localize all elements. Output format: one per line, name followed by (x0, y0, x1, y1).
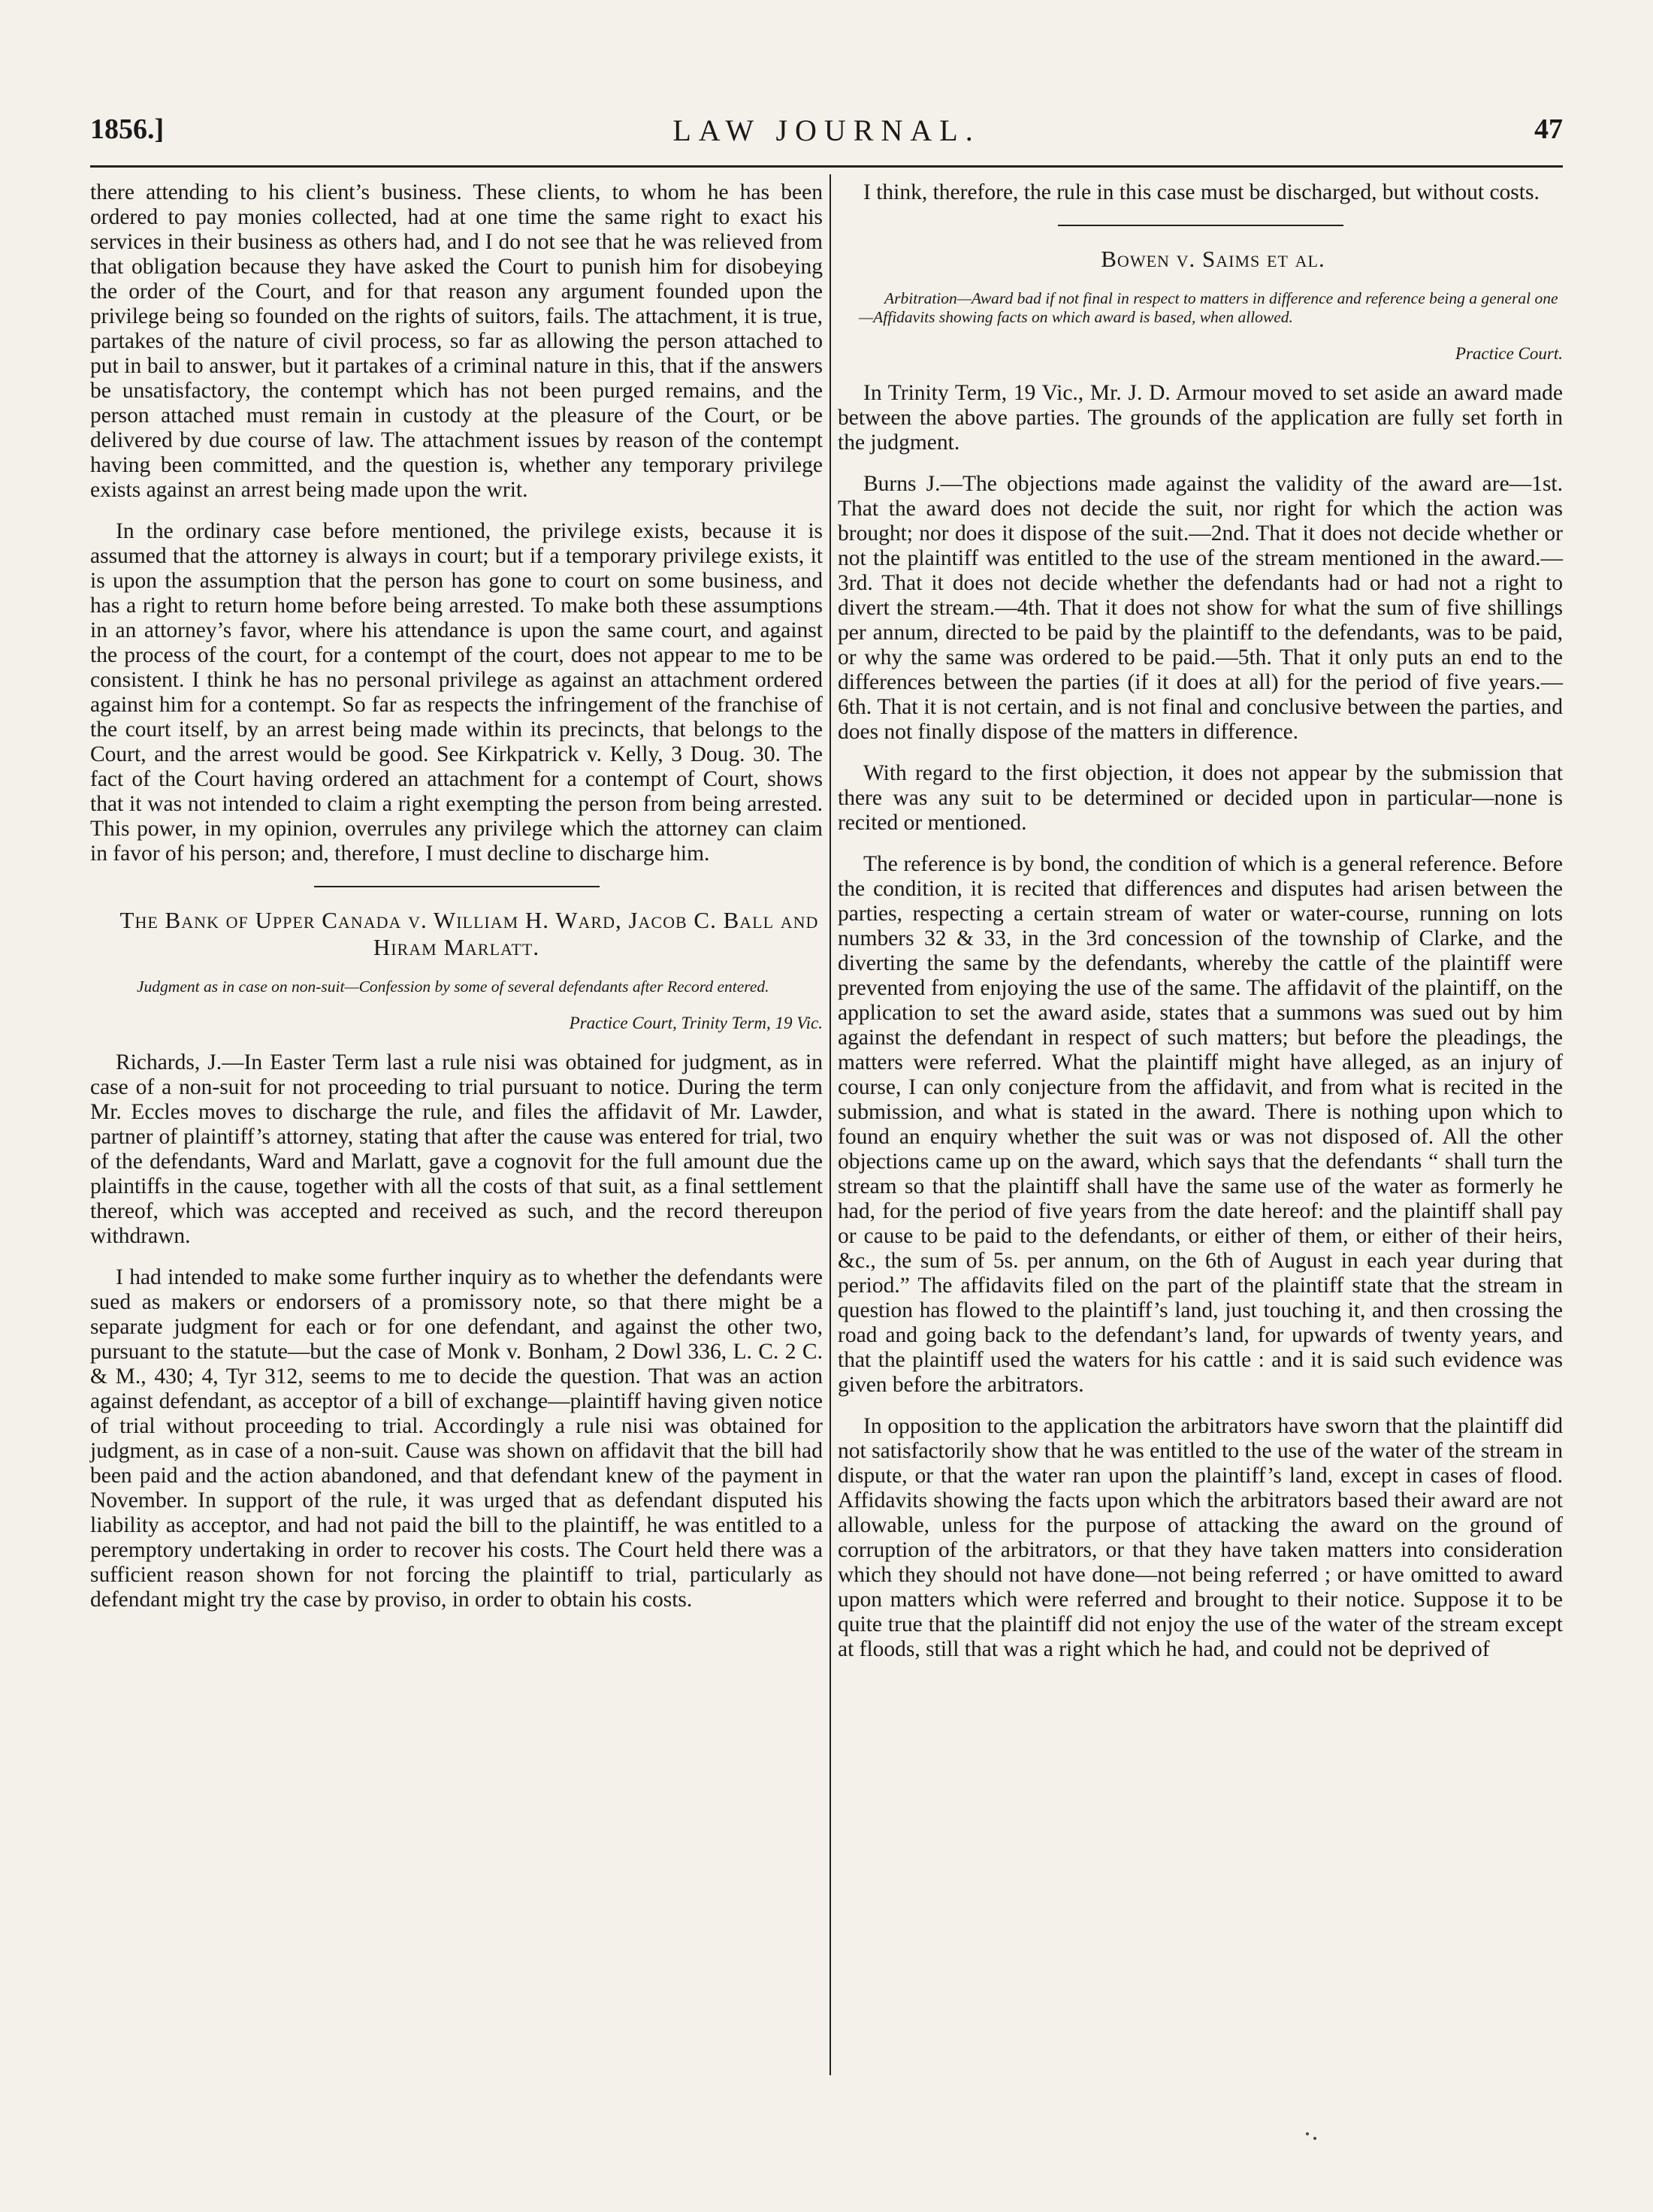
right-column (838, 180, 1563, 1679)
left-paragraph: there attending to his client’s business. These clients, to whom he has been ordered to pay monies collected, had at one time the same right to exact his services in their business as others had, and I do not see that he was relieved from that obligation because they have asked the Court to punish him for disobeying the order of the Court, and for that reason any argument founded upon the privilege being so founded on the rights of suitors, fails. The attachment, it is true, partakes of the nature of civil process, so far as allowing the person attached to put in bail to answer, but it partakes of a criminal nature in this, that if the answers be unsatisfactory, the contempt which has not been purged remains, and the person attached must remain in custody at the pleasure of the Court, or be delivered by due course of law. The attachment issues by reason of the contempt having been committed, and the question is, whether any temporary privilege exists against an arrest being made upon the writ. (90, 180, 823, 502)
case-headnote: Judgment as in case on non-suit—Confession by some of several defendants after Record entered. (137, 978, 769, 996)
judgment-paragraph: Burns J.—The objections made against the validity of the award are—1st. That the award does not decide the suit, nor right for which the action was brought; nor does it dispose of the suit.—2nd. That it does not decide whether or not the plaintiff was entitled to the use of the stream mentioned in the award.—3rd. That it does not decide whether the defendants had or had not a right to divert the stream.—4th. That it does not show for what the sum of five shillings per annum, directed to be paid by the plaintiff to the defendants, was to be paid, or why the same was ordered to be paid.—5th. That it only puts an end to the differences between the parties (if it does at all) for the period of five years.—6th. That it is not certain, and is not final and conclusive between the parties, and does not finally dispose of the matters in difference. (838, 472, 1563, 744)
journal-title: LAW JOURNAL. (672, 113, 981, 147)
judgment-paragraph: With regard to the first objection, it does not appear by the submission that there was any suit to be determined or decided upon in particular—none is recited or mentioned. (838, 761, 1563, 835)
left-column (90, 180, 823, 1629)
header-rule (90, 165, 1563, 168)
case-title: The Bank of Upper Canada v. William H. Ward, Jacob C. Ball and Hiram Marlatt. (119, 907, 819, 960)
page-header (90, 113, 1563, 158)
court-name: Practice Court. (1455, 344, 1563, 363)
judgment-paragraph: In Trinity Term, 19 Vic., Mr. J. D. Armour moved to set aside an award made between the above parties. The grounds of the application are fully set forth in the judgment. (838, 381, 1563, 455)
judgment-paragraph: I had intended to make some further inquiry as to whether the defendants were sued as makers or endorsers of a promissory note, so that there might be a separate judgment for each or for one defendant, and against the other two, pursuant to the statute—but the case of Monk v. Bonham, 2 Dowl 336, L. C. 2 C. & M., 430; 4, Tyr 312, seems to me to decide the question. That was an action against defendant, as acceptor of a bill of exchange—plaintiff having given notice of trial without proceeding to trial. Accordingly a rule nisi was obtained for judgment, as in case of a non-suit. Cause was shown on affidavit that the bill had been paid and the action abandoned, and that defendant knew of the payment in November. In support of the rule, it was urged that as defendant disputed his liability as acceptor, and had not paid the bill to the plaintiff, he was entitled to a peremptory undertaking in order to recover his costs. The Court held there was a sufficient reason shown for not forcing the plaintiff to trial, particularly as defendant might try the case by proviso, in order to obtain his costs. (90, 1265, 823, 1612)
judgment-paragraph: In opposition to the application the arbitrators have sworn that the plaintiff did not satisfactorily show that he was entitled to the use of the water of the stream in dispute, or that the water ran upon the plaintiff’s land, except in cases of flood. Affidavits showing the facts upon which the arbitrators based their award are not allowable, unless for the purpose of attacking the award on the ground of corruption of the arbitrators, or that they have taken matters into consideration which they should not have done—not being referred ; or have omitted to award upon matters which were referred and brought to their notice. Suppose it to be quite true that the plaintiff did not enjoy the use of the water of the stream except at floods, still that was a right which he had, and could not be deprived of (838, 1414, 1563, 1661)
case-headnote: Arbitration—Award bad if not final in respect to matters in difference and reference being a general one—Affidavits showing facts on which award is based, when allowed. (859, 289, 1558, 326)
right-paragraph: I think, therefore, the rule in this case must be discharged, but without costs. (863, 180, 1540, 204)
judgment-paragraph: Richards, J.—In Easter Term last a rule nisi was obtained for judgment, as in case of a non-suit for not proceeding to trial pursuant to notice. During the term Mr. Eccles moves to discharge the rule, and files the affidavit of Mr. Lawder, partner of plaintiff’s attorney, stating that after the cause was entered for trial, two of the defendants, Ward and Marlatt, gave a cognovit for the full amount due the plaintiffs in the cause, together with all the costs of that suit, as a final settlement thereof, which was accepted and received as such, and the record thereupon withdrawn. (90, 1050, 823, 1248)
left-paragraph: In the ordinary case before mentioned, the privilege exists, because it is assumed that the attorney is always in court; but if a temporary privilege exists, it is upon the assumption that the person has gone to court on some business, and has a right to return home before being arrested. To make both these assumptions in an attorney’s favor, where his attendance is upon the same court, and against the process of the court, for a contempt of the court, does not appear to me to be consistent. I think he has no personal privilege as against an attachment ordered against him for a contempt. So far as respects the infringement of the franchise of the court itself, by an arrest being made within its precincts, that belongs to the Court, and the arrest would be good. See Kirkpatrick v. Kelly, 3 Doug. 30. The fact of the Court having ordered an attachment for a contempt of Court, shows that it was not intended to claim a right exempting the person from being arrested. This power, in my opinion, overrules any privilege which the attorney can claim in favor of his person; and, therefore, I must decline to discharge him. (90, 519, 823, 866)
court-name: Practice Court, Trinity Term, 19 Vic. (569, 1014, 823, 1032)
column-divider (830, 174, 831, 2075)
judgment-paragraph: The reference is by bond, the condition of which is a general reference. Before the condition, it is recited that differences and disputes had arisen between the parties, respecting a certain stream of water or water-course, running on lots numbers 32 & 33, in the 3rd concession of the township of Clarke, and the diverting the same by the defendants, whereby the cattle of the plaintiff were prevented from enjoying the use of the same. The affidavit of the plaintiff, on the application to set the award aside, states that a summons was sued out by him against the defendant in respect of such matters; but before the pleadings, the matters were referred. What the plaintiff might have alleged, as an injury of course, I can only conjecture from the affidavit, and from what is recited in the submission, and what is stated in the award. There is nothing upon which to found an enquiry whether the suit was or was not disposed of. All the other objections came up on the award, which says that the defendants “ shall turn the stream so that the plaintiff shall have the same use of the water as formerly he had, for the period of five years from the date hereof: and the plaintiff shall pay or cause to be paid to the defendants, or either of them, or either of their heirs, &c., the sum of 5s. per annum, on the 6th of August in each year during that period.” The affidavits filed on the part of the plaintiff state that the stream in question has flowed to the plaintiff’s land, just touching it, and then crossing the road and going back to the defendant’s land, for upwards of twenty years, and that the plaintiff used the waters for his cattle : and it is said such evidence was given before the arbitrators. (838, 852, 1563, 1397)
page-number: 47 (1534, 113, 1563, 145)
ink-speck (1306, 2132, 1309, 2135)
section-separator (1058, 225, 1343, 226)
case-title: Bowen v. Saims et al. (1101, 246, 1325, 272)
ink-speck (1313, 2137, 1316, 2140)
header-year: 1856.] (90, 113, 165, 145)
section-separator (314, 886, 600, 887)
